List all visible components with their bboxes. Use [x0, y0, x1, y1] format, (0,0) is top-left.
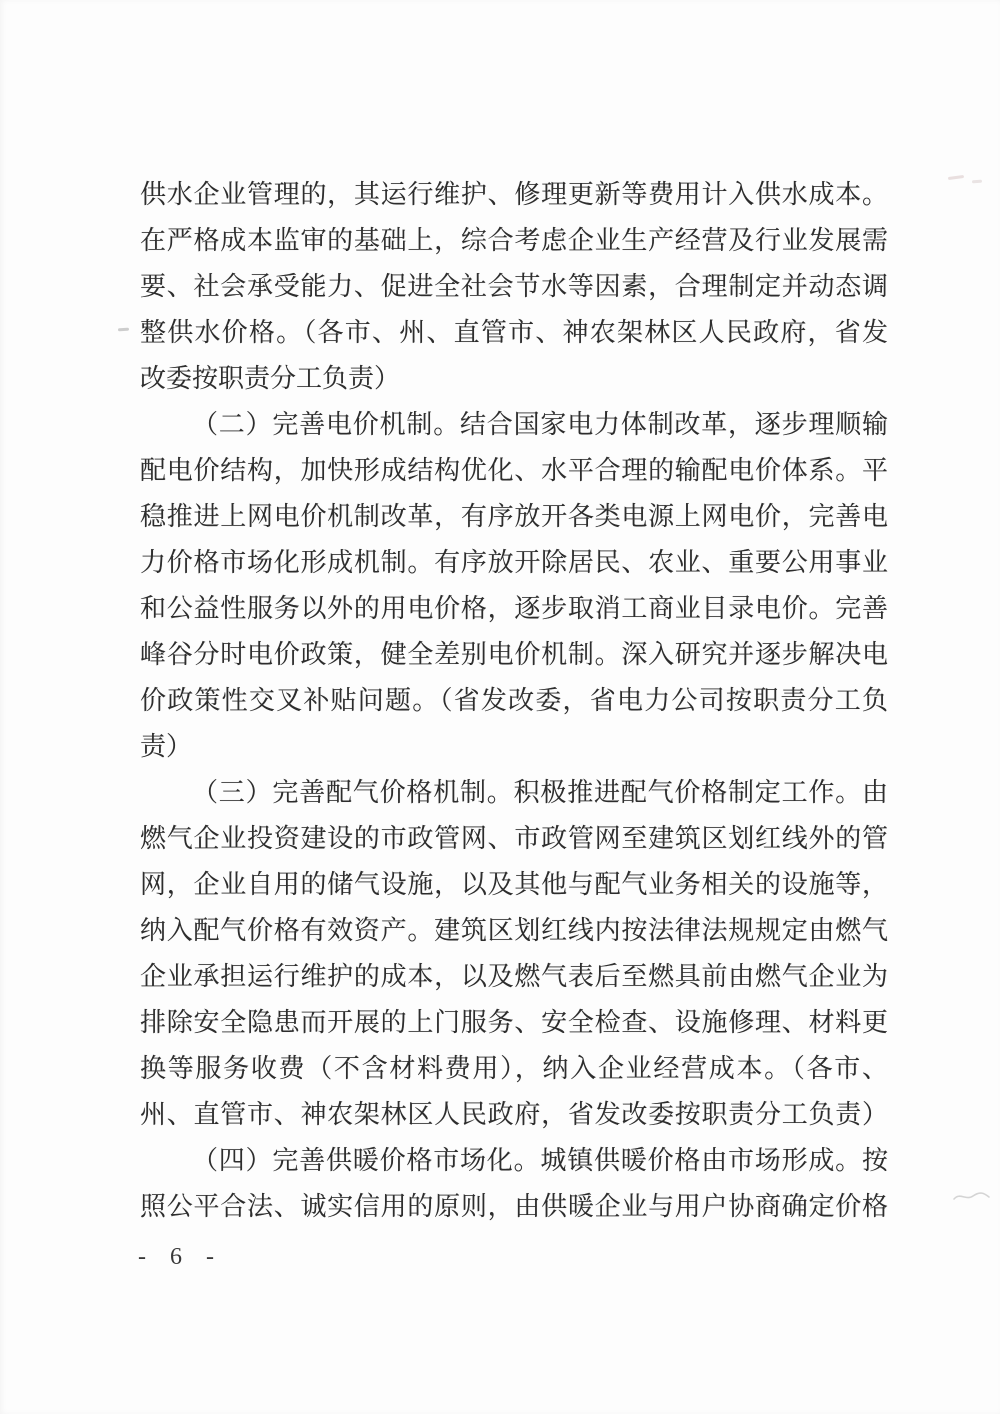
document-text-block — [140, 172, 888, 1230]
text-line: 排除安全隐患而开展的上门服务、安全检查、设施修理、材料更 — [140, 1008, 888, 1037]
text-line: 峰谷分时电价政策，健全差别电价机制。深入研究并逐步解决电 — [140, 640, 888, 669]
text-line: 在严格成本监审的基础上，综合考虑企业生产经营及行业发展需 — [140, 226, 888, 255]
text-line: 照公平合法、诚实信用的原则，由供暖企业与用户协商确定价格 — [140, 1192, 888, 1221]
text-line: 配电价结构，加快形成结构优化、水平合理的输配电价体系。平 — [140, 456, 888, 485]
text-line: （四）完善供暖价格市场化。城镇供暖价格由市场形成。按 — [192, 1146, 888, 1175]
text-line: 企业承担运行维护的成本，以及燃气表后至燃具前由燃气企业为 — [140, 962, 888, 991]
text-line: 和公益性服务以外的用电价格，逐步取消工商业目录电价。完善 — [140, 594, 888, 623]
text-line: 整供水价格。（各市、州、直管市、神农架林区人民政府，省发 — [140, 318, 888, 347]
text-line: 稳推进上网电价机制改革，有序放开各类电源上网电价，完善电 — [140, 502, 888, 531]
text-line: 燃气企业投资建设的市政管网、市政管网至建筑区划红线外的管 — [140, 824, 888, 853]
page-number: - 6 - — [138, 1244, 223, 1270]
scan-smudge-mark — [972, 180, 982, 184]
text-line: 纳入配气价格有效资产。建筑区划红线内按法律法规规定由燃气 — [140, 916, 888, 945]
text-line: 要、社会承受能力、促进全社会节水等因素，合理制定并动态调 — [140, 272, 888, 301]
pencil-squiggle-mark — [952, 1188, 992, 1206]
text-line: 州、直管市、神农架林区人民政府，省发改委按职责分工负责） — [140, 1100, 888, 1129]
text-line: 责） — [140, 732, 193, 761]
text-line: 供水企业管理的，其运行维护、修理更新等费用计入供水成本。 — [140, 180, 888, 209]
text-line: （三）完善配气价格机制。积极推进配气价格制定工作。由 — [192, 778, 888, 807]
text-line: 改委按职责分工负责） — [140, 364, 401, 393]
text-line: 价政策性交叉补贴问题。（省发改委，省电力公司按职责分工负 — [140, 686, 888, 715]
text-line: （二）完善电价机制。结合国家电力体制改革，逐步理顺输 — [192, 410, 888, 439]
text-line: 力价格市场化形成机制。有序放开除居民、农业、重要公用事业 — [140, 548, 888, 577]
scan-smudge-mark — [118, 328, 129, 332]
text-line: 换等服务收费（不含材料费用），纳入企业经营成本。（各市、 — [140, 1054, 888, 1083]
text-line: 网，企业自用的储气设施，以及其他与配气业务相关的设施等， — [140, 870, 888, 899]
scan-smudge-mark — [948, 175, 964, 180]
